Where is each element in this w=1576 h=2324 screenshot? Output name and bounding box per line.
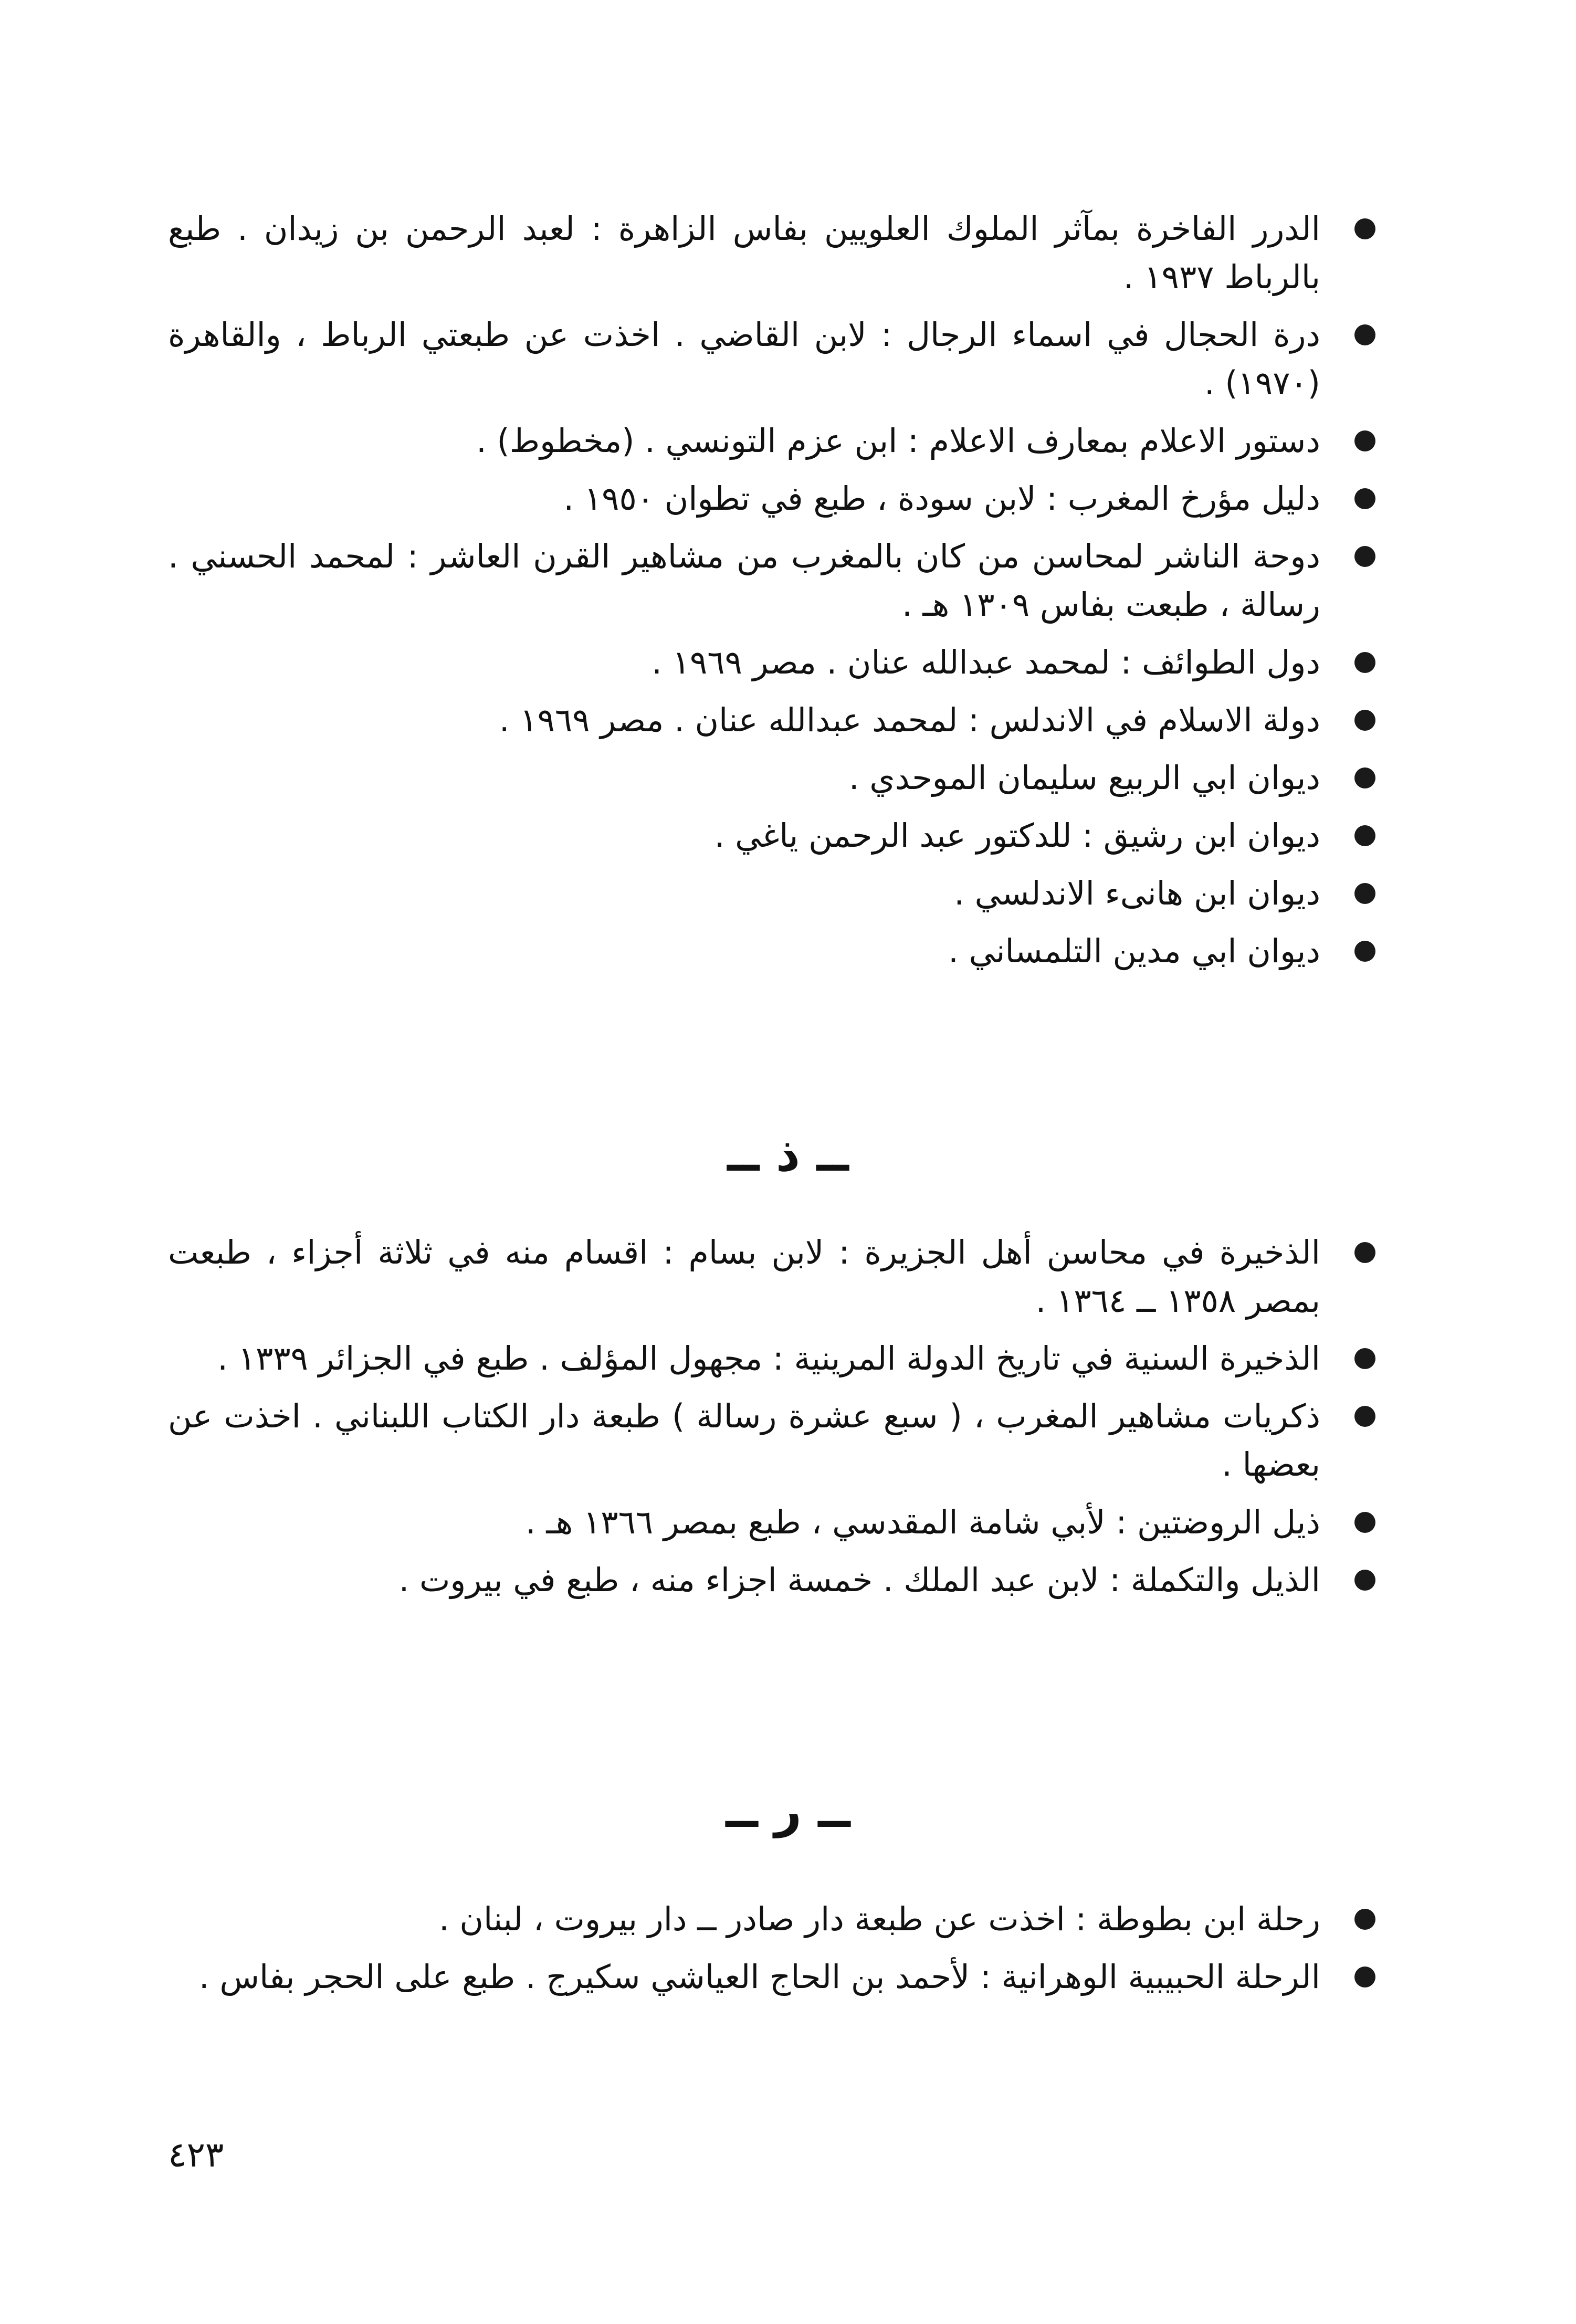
entry-text: ديوان ابي الربيع سليمان الموحدي .	[848, 759, 1320, 797]
bullet-icon	[1354, 767, 1375, 788]
section-dal	[168, 205, 1375, 985]
entry-text: دولة الاسلام في الاندلس : لمحمد عبدالله عنان . مصر ١٩٦٩ .	[499, 701, 1320, 739]
entry-text: رحلة ابن بطوطة : اخذت عن طبعة دار صادر ــ دار بيروت ، لبنان .	[439, 1900, 1320, 1938]
page-number: ٤٢٣	[168, 2134, 224, 2175]
list-item	[168, 812, 1375, 860]
entry-text: دول الطوائف : لمحمد عبدالله عنان . مصر ١٩٦٩ .	[652, 643, 1320, 681]
bullet-icon	[1354, 324, 1375, 345]
section-dhal	[168, 1228, 1375, 1614]
entry-text: دستور الاعلام بمعارف الاعلام : ابن عزم التونسي . (مخطوط) .	[476, 422, 1320, 460]
bullet-icon	[1354, 1967, 1375, 1988]
entry-text: ديوان ابن هانىء الاندلسي .	[954, 874, 1320, 912]
section-ra	[168, 1895, 1375, 2011]
entry-text: دليل مؤرخ المغرب : لابن سودة ، طبع في تطوان ١٩٥٠ .	[563, 479, 1320, 518]
bullet-icon	[1354, 1570, 1375, 1591]
entry-text: ديوان ابن رشيق : للدكتور عبد الرحمن ياغي .	[714, 816, 1320, 855]
bullet-icon	[1354, 430, 1375, 451]
list-item	[168, 1334, 1375, 1383]
list-item	[168, 311, 1375, 407]
bullet-icon	[1354, 546, 1375, 567]
bullet-icon	[1354, 488, 1375, 509]
list-item	[168, 1228, 1375, 1325]
list-item	[168, 1392, 1375, 1489]
bullet-icon	[1354, 218, 1375, 239]
list-item	[168, 927, 1375, 975]
entry-text: الرحلة الحبيبية الوهرانية : لأحمد بن الحاج العياشي سكيرج . طبع على الحجر بفاس .	[198, 1958, 1320, 1996]
entry-text: دوحة الناشر لمحاسن من كان بالمغرب من مشاهير القرن العاشر : لمحمد الحسني . رسالة ، طبعت بفاس ١٣٠٩ هـ .	[168, 537, 1320, 624]
bullet-icon	[1354, 1406, 1375, 1427]
entry-text: ذكريات مشاهير المغرب ، ( سبع عشرة رسالة ) طبعة دار الكتاب اللبناني . اخذت عن بعضها .	[168, 1397, 1320, 1484]
entry-text: ذيل الروضتين : لأبي شامة المقدسي ، طبع بمصر ١٣٦٦ هـ .	[525, 1503, 1320, 1541]
list-item	[168, 475, 1375, 523]
bullet-icon	[1354, 941, 1375, 962]
entry-text: الذخيرة في محاسن أهل الجزيرة : لابن بسام : اقسام منه في ثلاثة أجزاء ، طبعت بمصر ١٣٥٨ ــ ١٣٦٤ .	[168, 1233, 1320, 1320]
section-heading-ra: ــ ر ــ	[726, 1783, 850, 1838]
list-item	[168, 532, 1375, 629]
entry-text: الذيل والتكملة : لابن عبد الملك . خمسة اجزاء منه ، طبع في بيروت .	[398, 1561, 1320, 1599]
entry-text: الدرر الفاخرة بمآثر الملوك العلويين بفاس الزاهرة : لعبد الرحمن بن زيدان . طبع بالرباط ١٩٣٧ .	[168, 209, 1320, 296]
list-item	[168, 1953, 1375, 2001]
section-heading-dhal: ــ ذ ــ	[727, 1127, 849, 1182]
list-item	[168, 1895, 1375, 1943]
entry-text: درة الحجال في اسماء الرجال : لابن القاضي . اخذت عن طبعتي الرباط ، والقاهرة (١٩٧٠) .	[168, 316, 1320, 402]
bullet-icon	[1354, 1242, 1375, 1263]
list-item	[168, 205, 1375, 301]
entry-list-dhal	[168, 1228, 1375, 1604]
list-item	[168, 1498, 1375, 1547]
list-item	[168, 869, 1375, 918]
bullet-icon	[1354, 1909, 1375, 1930]
bullet-icon	[1354, 825, 1375, 846]
list-item	[168, 696, 1375, 744]
bullet-icon	[1354, 710, 1375, 731]
bullet-icon	[1354, 652, 1375, 673]
bullet-icon	[1354, 1348, 1375, 1369]
list-item	[168, 1556, 1375, 1604]
entry-text: الذخيرة السنية في تاريخ الدولة المرينية : مجهول المؤلف . طبع في الجزائر ١٣٣٩ .	[217, 1339, 1320, 1377]
bullet-icon	[1354, 883, 1375, 904]
entry-list-dal	[168, 205, 1375, 975]
entry-list-ra	[168, 1895, 1375, 2001]
bullet-icon	[1354, 1512, 1375, 1533]
list-item	[168, 754, 1375, 802]
list-item	[168, 417, 1375, 465]
list-item	[168, 638, 1375, 687]
entry-text: ديوان ابي مدين التلمساني .	[948, 932, 1320, 970]
